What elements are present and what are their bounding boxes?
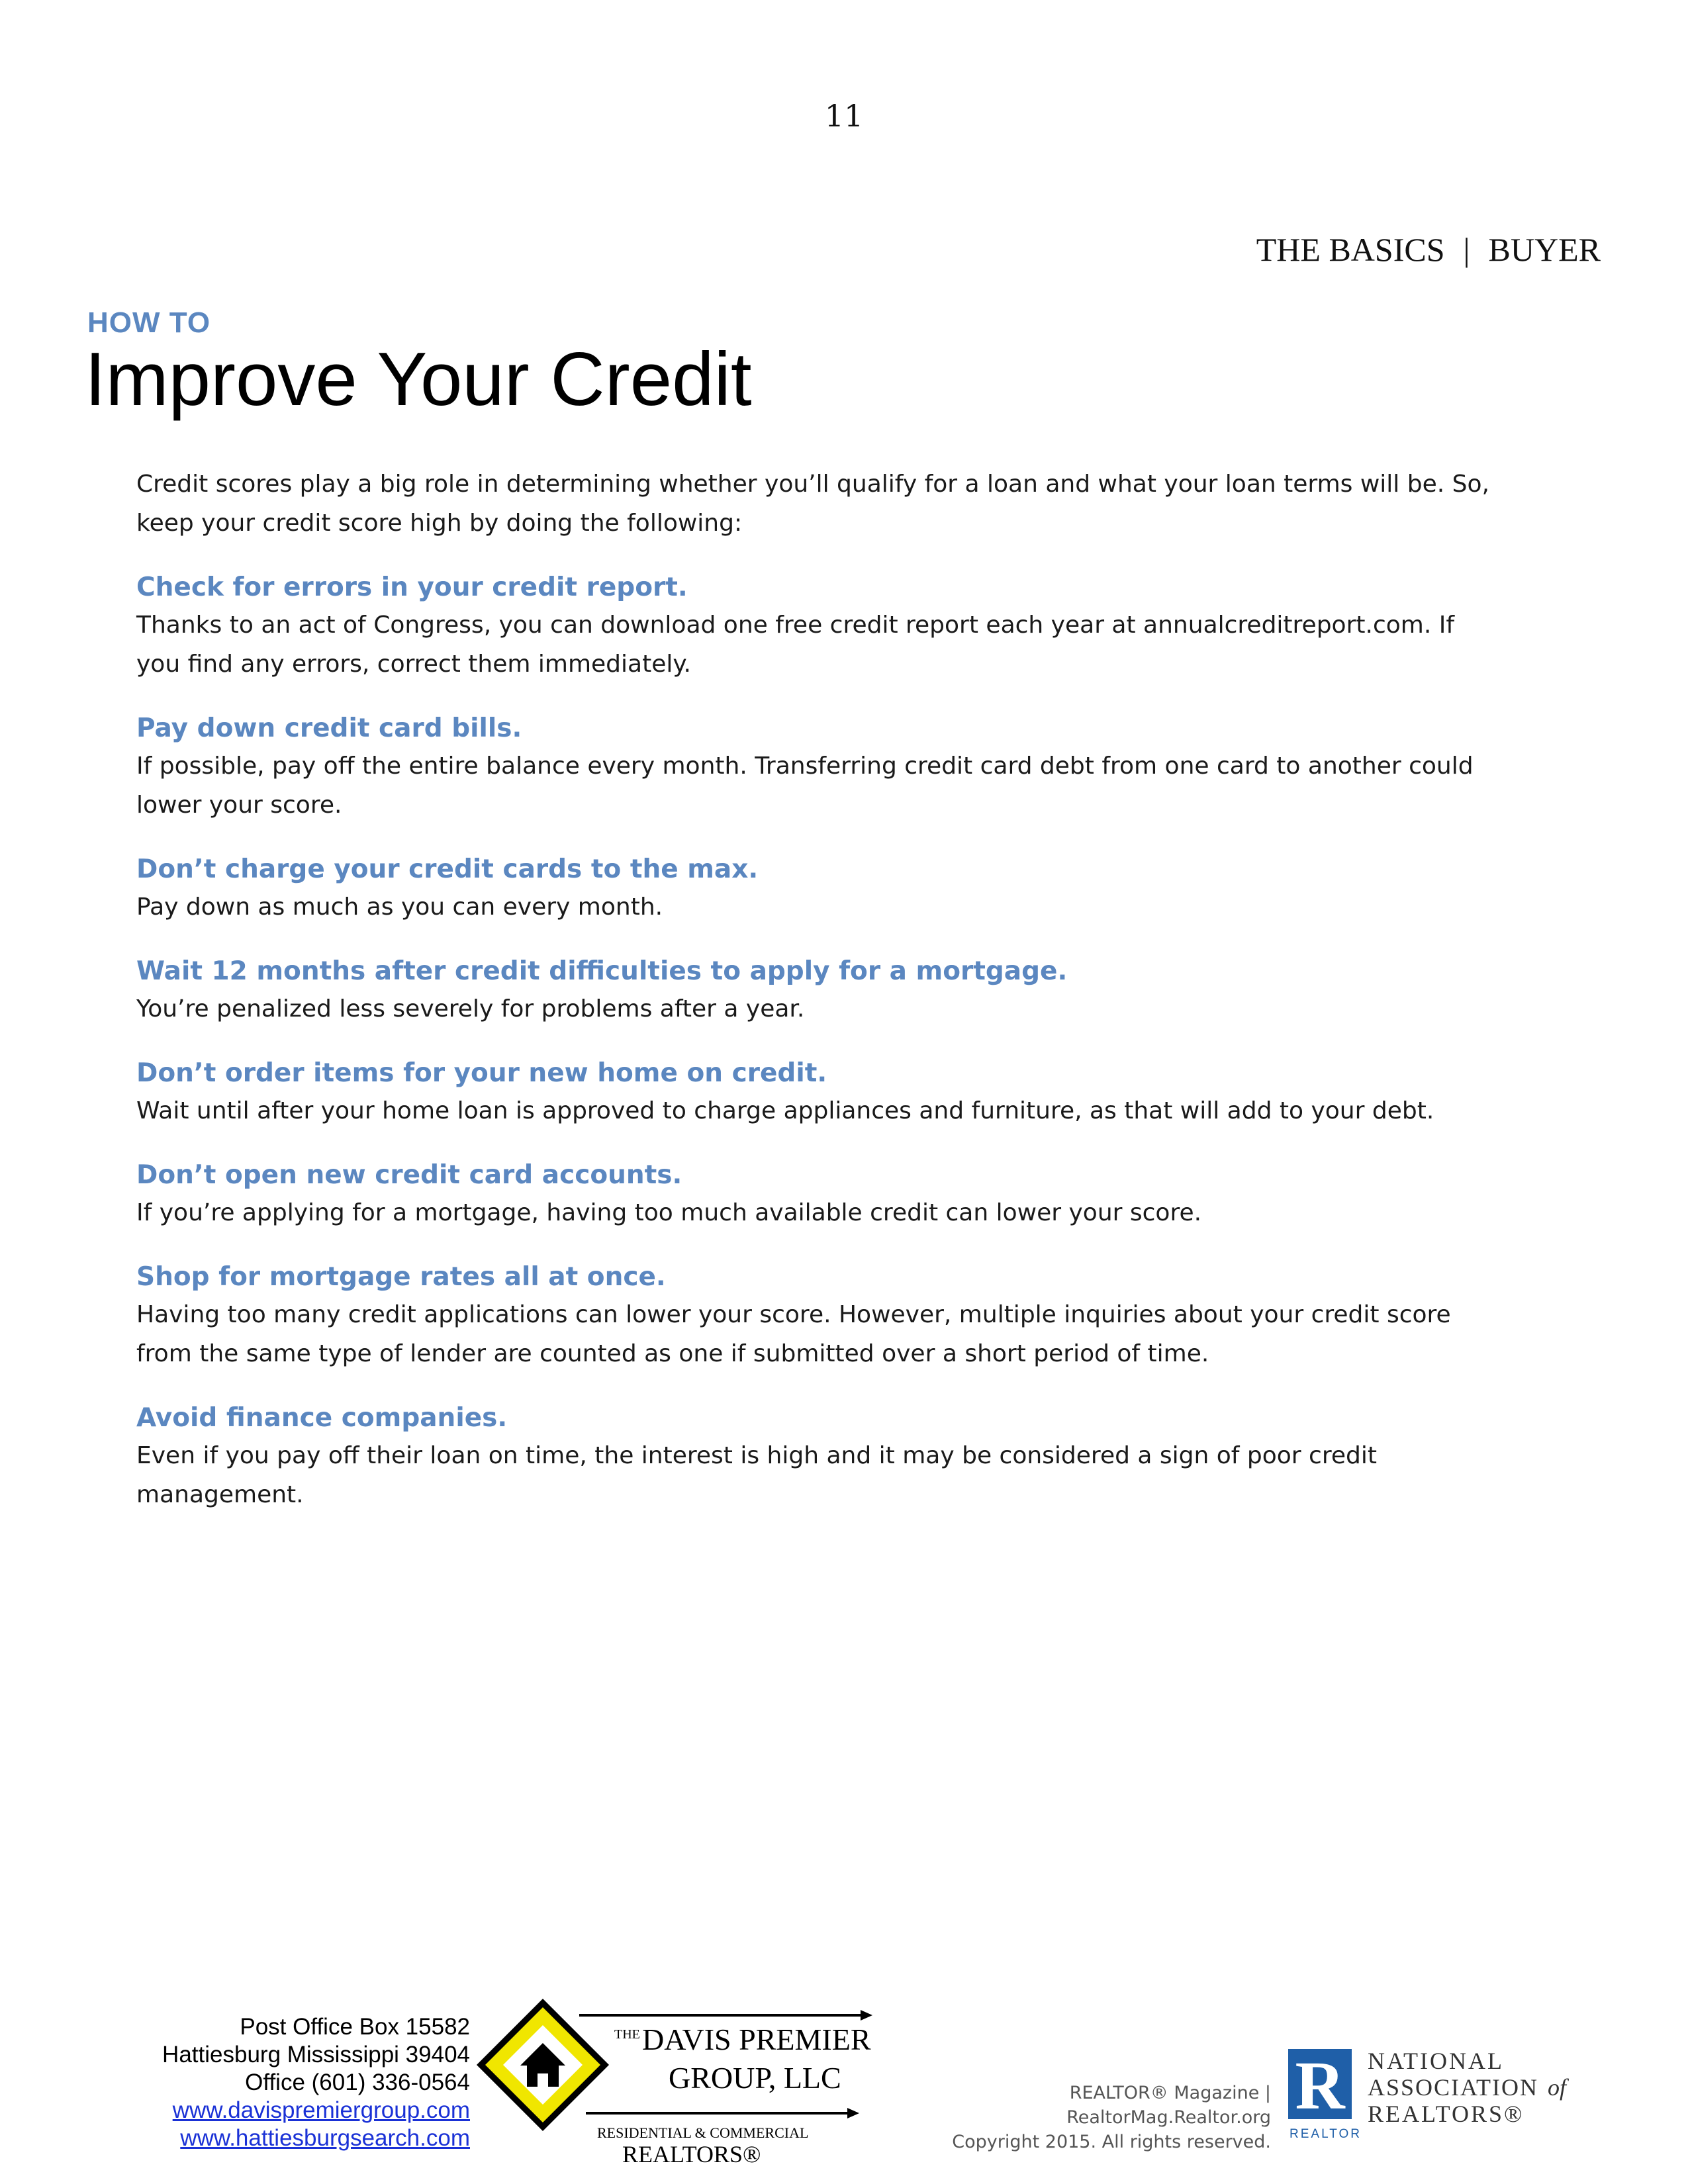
logo-line-2: GROUP, LLC <box>669 2061 841 2095</box>
kicker: HOW TO <box>87 306 211 339</box>
tip-text: Having too many credit applications can lower your score. However, multiple inquiries about your credit score from the same type of lender are counted as one if submitted over a short period of time. <box>136 1301 1451 1367</box>
nar-logo <box>1288 2044 1593 2143</box>
tip-item <box>136 1400 1500 1514</box>
tip-heading: Avoid finance companies. <box>136 1403 508 1433</box>
website-link-davispremiergroup[interactable]: www.davispremiergroup.com <box>172 2097 470 2123</box>
logo-top-arrow <box>861 2010 872 2021</box>
realtor-mark-label: REALTOR <box>1289 2127 1362 2141</box>
tip-heading: Don’t open new credit card accounts. <box>136 1160 682 1190</box>
section-tag-left: THE BASICS <box>1256 231 1445 268</box>
tip-item <box>136 1158 1500 1232</box>
section-tag <box>1256 230 1601 269</box>
tip-item <box>136 1056 1500 1130</box>
intro-paragraph: Credit scores play a big role in determining whether you’ll qualify for a loan and what your loan terms will be. So, keep your credit score high by doing the following: <box>136 471 1489 537</box>
nar-of: of <box>1548 2074 1567 2101</box>
section-tag-separator: | <box>1463 231 1470 268</box>
tip-text: Pay down as much as you can every month. <box>136 893 663 921</box>
logo-line-4: REALTORS® <box>622 2141 761 2167</box>
nar-line-3: REALTORS® <box>1368 2101 1524 2127</box>
address-line-1: Post Office Box 15582 <box>240 2014 470 2040</box>
tip-text: Even if you pay off their loan on time, the interest is high and it may be considered a sign of poor credit management. <box>136 1442 1377 1508</box>
tip-item <box>136 852 1500 927</box>
tip-text: Wait until after your home loan is approved to charge appliances and furniture, as that will add to your debt. <box>136 1097 1434 1124</box>
tip-item <box>136 711 1500 825</box>
tip-text: If possible, pay off the entire balance every month. Transferring credit card debt from one card to another could lower your score. <box>136 752 1474 819</box>
davis-premier-group-logo <box>477 1989 874 2167</box>
section-tag-right: BUYER <box>1488 231 1601 268</box>
tip-item <box>136 954 1500 1028</box>
copyright-line-1: REALTOR® Magazine | RealtorMag.Realtor.org <box>1066 2083 1271 2128</box>
logo-line-3: RESIDENTIAL & COMMERCIAL <box>597 2124 809 2141</box>
tip-item <box>136 1259 1500 1373</box>
logo-the: THE <box>614 2027 640 2042</box>
copyright-notice <box>867 2081 1271 2154</box>
nar-line-1: NATIONAL <box>1368 2048 1504 2074</box>
article-body <box>136 465 1500 1514</box>
tip-heading: Shop for mortgage rates all at once. <box>136 1262 666 1292</box>
copyright-line-2: Copyright 2015. All rights reserved. <box>952 2132 1271 2152</box>
page-number: 11 <box>824 98 864 134</box>
address-line-2: Hattiesburg Mississippi 39404 <box>162 2042 470 2068</box>
footer-address <box>99 2013 470 2152</box>
logo-line-1: DAVIS PREMIER <box>642 2023 871 2056</box>
house-door <box>538 2073 548 2087</box>
tip-heading: Wait 12 months after credit difficulties to apply for a mortgage. <box>136 956 1068 986</box>
tip-text: Thanks to an act of Congress, you can download one free credit report each year at annualcreditreport.com. If you find any errors, correct them immediately. <box>136 612 1455 678</box>
tip-text: If you’re applying for a mortgage, having too much available credit can lower your score. <box>136 1199 1202 1226</box>
tip-heading: Don’t order items for your new home on credit. <box>136 1058 827 1088</box>
tip-text: You’re penalized less severely for problems after a year. <box>136 995 805 1023</box>
realtor-mark-letter: R <box>1295 2048 1345 2124</box>
tip-heading: Check for errors in your credit report. <box>136 572 688 602</box>
nar-line-2: ASSOCIATION <box>1368 2074 1539 2101</box>
office-phone: Office (601) 336-0564 <box>245 2070 470 2095</box>
logo-mid-arrow <box>847 2108 859 2118</box>
tip-heading: Don’t charge your credit cards to the max. <box>136 854 759 884</box>
website-link-hattiesburgsearch[interactable]: www.hattiesburgsearch.com <box>180 2125 470 2151</box>
tip-heading: Pay down credit card bills. <box>136 713 522 743</box>
tip-item <box>136 570 1500 684</box>
page-title: Improve Your Credit <box>85 338 752 422</box>
